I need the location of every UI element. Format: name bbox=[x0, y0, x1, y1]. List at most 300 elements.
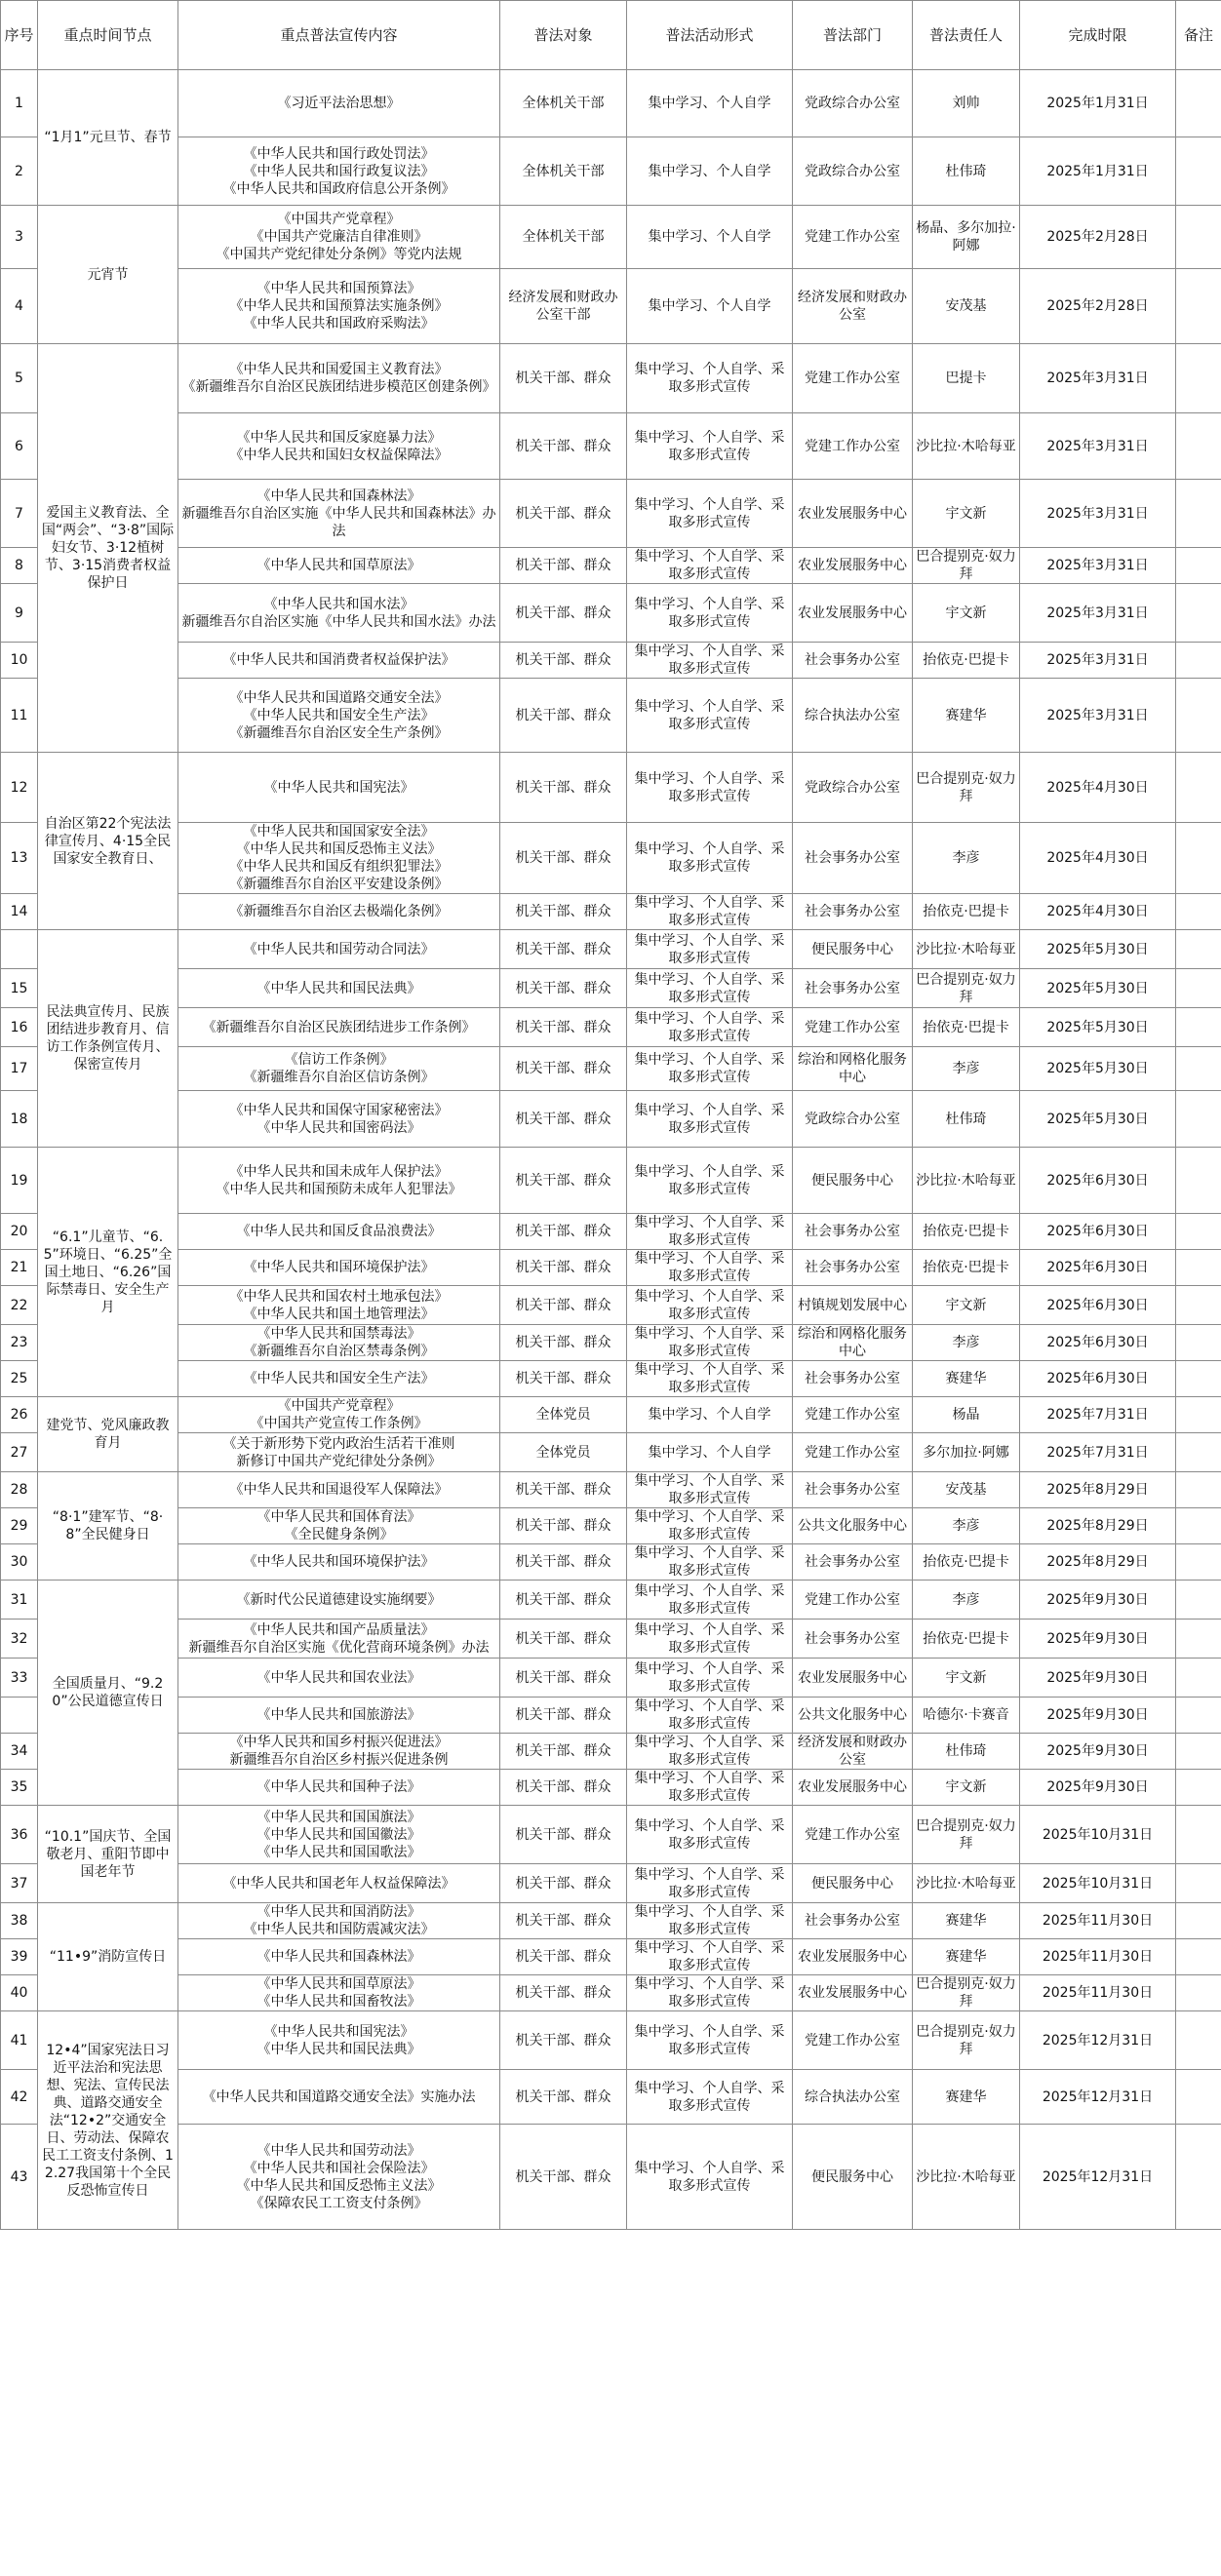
department-cell: 综合执法办公室 bbox=[793, 679, 913, 753]
person-cell: 巴合提别克·奴力拜 bbox=[913, 548, 1020, 584]
table-row bbox=[1, 753, 1221, 823]
person-cell: 巴合提别克·奴力拜 bbox=[913, 2011, 1020, 2070]
remarks-cell bbox=[1176, 1939, 1221, 1975]
row-index: 29 bbox=[1, 1508, 38, 1544]
row-index: 41 bbox=[1, 2011, 38, 2070]
person-cell: 杨晶、多尔加拉·阿娜 bbox=[913, 206, 1020, 269]
person-cell: 抬依克·巴提卡 bbox=[913, 1214, 1020, 1250]
remarks-cell bbox=[1176, 548, 1221, 584]
row-index: 1 bbox=[1, 70, 38, 137]
person-cell: 李彦 bbox=[913, 1325, 1020, 1361]
col-header-person: 普法责任人 bbox=[913, 1, 1020, 70]
person-cell: 沙比拉·木哈每亚 bbox=[913, 413, 1020, 480]
row-index: 21 bbox=[1, 1250, 38, 1286]
person-cell: 抬依克·巴提卡 bbox=[913, 894, 1020, 930]
content-cell: 《中华人民共和国消费者权益保护法》 bbox=[178, 643, 500, 679]
audience-cell: 机关干部、群众 bbox=[500, 1620, 627, 1659]
department-cell: 党建工作办公室 bbox=[793, 344, 913, 413]
deadline-cell: 2025年3月31日 bbox=[1020, 679, 1176, 753]
table-row bbox=[1, 1286, 1221, 1325]
department-cell: 社会事务办公室 bbox=[793, 823, 913, 894]
remarks-cell bbox=[1176, 1472, 1221, 1508]
person-cell: 安茂基 bbox=[913, 1472, 1020, 1508]
form-cell: 集中学习、个人自学、采取多形式宣传 bbox=[627, 2070, 793, 2125]
content-cell: 《中华人民共和国草原法》 《中华人民共和国畜牧法》 bbox=[178, 1975, 500, 2011]
form-cell: 集中学习、个人自学、采取多形式宣传 bbox=[627, 2011, 793, 2070]
table-row bbox=[1, 1397, 1221, 1433]
content-cell: 《中华人民共和国行政处罚法》 《中华人民共和国行政复议法》 《中华人民共和国政府信息公开条例》 bbox=[178, 137, 500, 206]
deadline-cell: 2025年11月30日 bbox=[1020, 1903, 1176, 1939]
audience-cell: 机关干部、群众 bbox=[500, 969, 627, 1008]
content-cell: 《中华人民共和国消防法》 《中华人民共和国防震减灾法》 bbox=[178, 1903, 500, 1939]
form-cell: 集中学习、个人自学、采取多形式宣传 bbox=[627, 1806, 793, 1864]
row-index: 37 bbox=[1, 1864, 38, 1903]
deadline-cell: 2025年9月30日 bbox=[1020, 1620, 1176, 1659]
department-cell: 综治和网格化服务中心 bbox=[793, 1325, 913, 1361]
table-row bbox=[1, 1325, 1221, 1361]
audience-cell: 机关干部、群众 bbox=[500, 1508, 627, 1544]
department-cell: 农业发展服务中心 bbox=[793, 1659, 913, 1698]
audience-cell: 机关干部、群众 bbox=[500, 1286, 627, 1325]
deadline-cell: 2025年9月30日 bbox=[1020, 1581, 1176, 1620]
content-cell: 《中华人民共和国产品质量法》 新疆维吾尔自治区实施《优化营商环境条例》办法 bbox=[178, 1620, 500, 1659]
deadline-cell: 2025年5月30日 bbox=[1020, 1047, 1176, 1091]
content-cell: 《中华人民共和国农业法》 bbox=[178, 1659, 500, 1698]
deadline-cell: 2025年1月31日 bbox=[1020, 70, 1176, 137]
table-row bbox=[1, 1734, 1221, 1770]
audience-cell: 机关干部、群众 bbox=[500, 930, 627, 969]
col-header-form: 普法活动形式 bbox=[627, 1, 793, 70]
time-node-cell: “8·1”建军节、“8·8”全民健身日 bbox=[38, 1472, 178, 1581]
table-row bbox=[1, 1975, 1221, 2011]
audience-cell: 机关干部、群众 bbox=[500, 1325, 627, 1361]
row-index: 26 bbox=[1, 1397, 38, 1433]
deadline-cell: 2025年6月30日 bbox=[1020, 1250, 1176, 1286]
table-row bbox=[1, 1939, 1221, 1975]
content-cell: 《中华人民共和国宪法》 bbox=[178, 753, 500, 823]
content-cell: 《中国共产党章程》 《中国共产党廉洁自律准则》 《中国共产党纪律处分条例》等党内法规 bbox=[178, 206, 500, 269]
remarks-cell bbox=[1176, 1581, 1221, 1620]
col-header-department: 普法部门 bbox=[793, 1, 913, 70]
department-cell: 党政综合办公室 bbox=[793, 1091, 913, 1148]
table-row bbox=[1, 2125, 1221, 2230]
person-cell: 巴合提别克·奴力拜 bbox=[913, 969, 1020, 1008]
remarks-cell bbox=[1176, 1047, 1221, 1091]
deadline-cell: 2025年12月31日 bbox=[1020, 2125, 1176, 2230]
form-cell: 集中学习、个人自学、采取多形式宣传 bbox=[627, 1659, 793, 1698]
remarks-cell bbox=[1176, 1008, 1221, 1047]
remarks-cell bbox=[1176, 413, 1221, 480]
department-cell: 农业发展服务中心 bbox=[793, 1939, 913, 1975]
person-cell: 赛建华 bbox=[913, 679, 1020, 753]
deadline-cell: 2025年2月28日 bbox=[1020, 269, 1176, 344]
table-row bbox=[1, 1214, 1221, 1250]
deadline-cell: 2025年1月31日 bbox=[1020, 137, 1176, 206]
remarks-cell bbox=[1176, 1544, 1221, 1581]
audience-cell: 机关干部、群众 bbox=[500, 1659, 627, 1698]
remarks-cell bbox=[1176, 1214, 1221, 1250]
row-index: 27 bbox=[1, 1433, 38, 1472]
time-node-cell: 12•4”国家宪法日习近平法治和宪法思想、宪法、宣传民法典、道路交通安全法“12•2”交通安全日、劳动法、保障农民工工资支付条例、12.27我国第十个全民反恐怖宣传日 bbox=[38, 2011, 178, 2230]
form-cell: 集中学习、个人自学、采取多形式宣传 bbox=[627, 1734, 793, 1770]
audience-cell: 机关干部、群众 bbox=[500, 1939, 627, 1975]
person-cell: 杜伟琦 bbox=[913, 1091, 1020, 1148]
audience-cell: 全体机关干部 bbox=[500, 70, 627, 137]
deadline-cell: 2025年7月31日 bbox=[1020, 1397, 1176, 1433]
content-cell: 《中华人民共和国爱国主义教育法》 《新疆维吾尔自治区民族团结进步模范区创建条例》 bbox=[178, 344, 500, 413]
form-cell: 集中学习、个人自学 bbox=[627, 70, 793, 137]
person-cell: 宇文新 bbox=[913, 584, 1020, 643]
audience-cell: 机关干部、群众 bbox=[500, 1008, 627, 1047]
deadline-cell: 2025年11月30日 bbox=[1020, 1939, 1176, 1975]
time-node-cell: 元宵节 bbox=[38, 206, 178, 344]
table-row bbox=[1, 70, 1221, 137]
table-row bbox=[1, 823, 1221, 894]
row-index: 25 bbox=[1, 1361, 38, 1397]
deadline-cell: 2025年6月30日 bbox=[1020, 1148, 1176, 1214]
content-cell: 《中华人民共和国安全生产法》 bbox=[178, 1361, 500, 1397]
content-cell: 《中华人民共和国宪法》 《中华人民共和国民法典》 bbox=[178, 2011, 500, 2070]
content-cell: 《中华人民共和国草原法》 bbox=[178, 548, 500, 584]
deadline-cell: 2025年6月30日 bbox=[1020, 1325, 1176, 1361]
table-row bbox=[1, 1091, 1221, 1148]
form-cell: 集中学习、个人自学、采取多形式宣传 bbox=[627, 1047, 793, 1091]
person-cell: 宇文新 bbox=[913, 1286, 1020, 1325]
content-cell: 《中华人民共和国农村土地承包法》 《中华人民共和国土地管理法》 bbox=[178, 1286, 500, 1325]
remarks-cell bbox=[1176, 480, 1221, 548]
person-cell: 赛建华 bbox=[913, 1361, 1020, 1397]
row-index: 38 bbox=[1, 1903, 38, 1939]
person-cell: 沙比拉·木哈每亚 bbox=[913, 930, 1020, 969]
department-cell: 党政综合办公室 bbox=[793, 753, 913, 823]
department-cell: 党政综合办公室 bbox=[793, 137, 913, 206]
deadline-cell: 2025年9月30日 bbox=[1020, 1734, 1176, 1770]
deadline-cell: 2025年3月31日 bbox=[1020, 584, 1176, 643]
form-cell: 集中学习、个人自学、采取多形式宣传 bbox=[627, 1508, 793, 1544]
time-node-cell: 自治区第22个宪法法律宣传月、4·15全民国家安全教育日、 bbox=[38, 753, 178, 930]
audience-cell: 机关干部、群众 bbox=[500, 1544, 627, 1581]
table-row bbox=[1, 969, 1221, 1008]
time-node-cell: 民法典宣传月、民族团结进步教育月、信访工作条例宣传月、保密宣传月 bbox=[38, 930, 178, 1148]
person-cell: 巴合提别克·奴力拜 bbox=[913, 753, 1020, 823]
content-cell: 《中华人民共和国环境保护法》 bbox=[178, 1250, 500, 1286]
deadline-cell: 2025年2月28日 bbox=[1020, 206, 1176, 269]
remarks-cell bbox=[1176, 969, 1221, 1008]
audience-cell: 机关干部、群众 bbox=[500, 1806, 627, 1864]
row-index: 13 bbox=[1, 823, 38, 894]
audience-cell: 机关干部、群众 bbox=[500, 1214, 627, 1250]
form-cell: 集中学习、个人自学、采取多形式宣传 bbox=[627, 1091, 793, 1148]
table-row bbox=[1, 1620, 1221, 1659]
form-cell: 集中学习、个人自学、采取多形式宣传 bbox=[627, 1698, 793, 1734]
person-cell: 巴合提别克·奴力拜 bbox=[913, 1806, 1020, 1864]
deadline-cell: 2025年8月29日 bbox=[1020, 1544, 1176, 1581]
person-cell: 李彦 bbox=[913, 1581, 1020, 1620]
person-cell: 刘帅 bbox=[913, 70, 1020, 137]
deadline-cell: 2025年11月30日 bbox=[1020, 1975, 1176, 2011]
col-header-audience: 普法对象 bbox=[500, 1, 627, 70]
table-row bbox=[1, 548, 1221, 584]
audience-cell: 机关干部、群众 bbox=[500, 1864, 627, 1903]
person-cell: 李彦 bbox=[913, 823, 1020, 894]
department-cell: 社会事务办公室 bbox=[793, 1903, 913, 1939]
deadline-cell: 2025年6月30日 bbox=[1020, 1214, 1176, 1250]
audience-cell: 机关干部、群众 bbox=[500, 344, 627, 413]
audience-cell: 机关干部、群众 bbox=[500, 1472, 627, 1508]
department-cell: 村镇规划发展中心 bbox=[793, 1286, 913, 1325]
deadline-cell: 2025年3月31日 bbox=[1020, 643, 1176, 679]
remarks-cell bbox=[1176, 70, 1221, 137]
person-cell: 杜伟琦 bbox=[913, 1734, 1020, 1770]
content-cell: 《中华人民共和国道路交通安全法》 《中华人民共和国安全生产法》 《新疆维吾尔自治区安全生产条例》 bbox=[178, 679, 500, 753]
remarks-cell bbox=[1176, 1508, 1221, 1544]
person-cell: 抬依克·巴提卡 bbox=[913, 643, 1020, 679]
remarks-cell bbox=[1176, 2011, 1221, 2070]
table-row bbox=[1, 1148, 1221, 1214]
row-index: 28 bbox=[1, 1472, 38, 1508]
col-header-deadline: 完成时限 bbox=[1020, 1, 1176, 70]
audience-cell: 全体机关干部 bbox=[500, 206, 627, 269]
remarks-cell bbox=[1176, 1397, 1221, 1433]
remarks-cell bbox=[1176, 1361, 1221, 1397]
audience-cell: 机关干部、群众 bbox=[500, 1734, 627, 1770]
content-cell: 《中华人民共和国劳动法》 《中华人民共和国社会保险法》 《中华人民共和国反恐怖主义法》 《保障农民工工资支付条例》 bbox=[178, 2125, 500, 2230]
remarks-cell bbox=[1176, 344, 1221, 413]
content-cell: 《中华人民共和国体育法》 《全民健身条例》 bbox=[178, 1508, 500, 1544]
deadline-cell: 2025年3月31日 bbox=[1020, 548, 1176, 584]
deadline-cell: 2025年5月30日 bbox=[1020, 1091, 1176, 1148]
remarks-cell bbox=[1176, 584, 1221, 643]
remarks-cell bbox=[1176, 1325, 1221, 1361]
form-cell: 集中学习、个人自学、采取多形式宣传 bbox=[627, 753, 793, 823]
content-cell: 《习近平法治思想》 bbox=[178, 70, 500, 137]
person-cell: 沙比拉·木哈每亚 bbox=[913, 1864, 1020, 1903]
department-cell: 社会事务办公室 bbox=[793, 1544, 913, 1581]
form-cell: 集中学习、个人自学 bbox=[627, 1397, 793, 1433]
person-cell: 李彦 bbox=[913, 1508, 1020, 1544]
audience-cell: 机关干部、群众 bbox=[500, 548, 627, 584]
department-cell: 综治和网格化服务中心 bbox=[793, 1047, 913, 1091]
table-row bbox=[1, 930, 1221, 969]
person-cell: 杨晶 bbox=[913, 1397, 1020, 1433]
person-cell: 杜伟琦 bbox=[913, 137, 1020, 206]
remarks-cell bbox=[1176, 1903, 1221, 1939]
content-cell: 《新疆维吾尔自治区民族团结进步工作条例》 bbox=[178, 1008, 500, 1047]
deadline-cell: 2025年8月29日 bbox=[1020, 1472, 1176, 1508]
form-cell: 集中学习、个人自学、采取多形式宣传 bbox=[627, 2125, 793, 2230]
table-row bbox=[1, 137, 1221, 206]
row-index: 32 bbox=[1, 1620, 38, 1659]
person-cell: 赛建华 bbox=[913, 1939, 1020, 1975]
remarks-cell bbox=[1176, 1620, 1221, 1659]
department-cell: 党建工作办公室 bbox=[793, 2011, 913, 2070]
content-cell: 《中华人民共和国民法典》 bbox=[178, 969, 500, 1008]
row-index: 16 bbox=[1, 1008, 38, 1047]
table-row bbox=[1, 1864, 1221, 1903]
form-cell: 集中学习、个人自学、采取多形式宣传 bbox=[627, 930, 793, 969]
row-index bbox=[1, 1698, 38, 1734]
remarks-cell bbox=[1176, 1975, 1221, 2011]
table-row bbox=[1, 584, 1221, 643]
person-cell: 多尔加拉·阿娜 bbox=[913, 1433, 1020, 1472]
content-cell: 《信访工作条例》 《新疆维吾尔自治区信访条例》 bbox=[178, 1047, 500, 1091]
content-cell: 《新时代公民道德建设实施纲要》 bbox=[178, 1581, 500, 1620]
form-cell: 集中学习、个人自学、采取多形式宣传 bbox=[627, 1286, 793, 1325]
deadline-cell: 2025年9月30日 bbox=[1020, 1698, 1176, 1734]
remarks-cell bbox=[1176, 1148, 1221, 1214]
row-index: 39 bbox=[1, 1939, 38, 1975]
time-node-cell: 全国质量月、“9.20”公民道德宣传日 bbox=[38, 1581, 178, 1806]
department-cell: 公共文化服务中心 bbox=[793, 1508, 913, 1544]
content-cell: 《中华人民共和国退役军人保障法》 bbox=[178, 1472, 500, 1508]
form-cell: 集中学习、个人自学、采取多形式宣传 bbox=[627, 1325, 793, 1361]
remarks-cell bbox=[1176, 1806, 1221, 1864]
table-row bbox=[1, 1250, 1221, 1286]
audience-cell: 机关干部、群众 bbox=[500, 1361, 627, 1397]
audience-cell: 机关干部、群众 bbox=[500, 679, 627, 753]
time-node-cell: “11•9”消防宣传日 bbox=[38, 1903, 178, 2011]
form-cell: 集中学习、个人自学、采取多形式宣传 bbox=[627, 1544, 793, 1581]
remarks-cell bbox=[1176, 1250, 1221, 1286]
form-cell: 集中学习、个人自学、采取多形式宣传 bbox=[627, 1250, 793, 1286]
department-cell: 经济发展和财政办公室 bbox=[793, 269, 913, 344]
content-cell: 《中华人民共和国保守国家秘密法》 《中华人民共和国密码法》 bbox=[178, 1091, 500, 1148]
audience-cell: 全体党员 bbox=[500, 1433, 627, 1472]
remarks-cell bbox=[1176, 2070, 1221, 2125]
department-cell: 党建工作办公室 bbox=[793, 1581, 913, 1620]
audience-cell: 机关干部、群众 bbox=[500, 1770, 627, 1806]
col-header-index: 序号 bbox=[1, 1, 38, 70]
content-cell: 《中华人民共和国森林法》 bbox=[178, 1939, 500, 1975]
table-row bbox=[1, 1361, 1221, 1397]
table-row bbox=[1, 413, 1221, 480]
form-cell: 集中学习、个人自学 bbox=[627, 137, 793, 206]
row-index: 15 bbox=[1, 969, 38, 1008]
content-cell: 《中华人民共和国反家庭暴力法》 《中华人民共和国妇女权益保障法》 bbox=[178, 413, 500, 480]
person-cell: 宇文新 bbox=[913, 480, 1020, 548]
table-row bbox=[1, 1770, 1221, 1806]
deadline-cell: 2025年12月31日 bbox=[1020, 2070, 1176, 2125]
header-row bbox=[1, 1, 1221, 70]
department-cell: 社会事务办公室 bbox=[793, 1472, 913, 1508]
content-cell: 《中华人民共和国旅游法》 bbox=[178, 1698, 500, 1734]
department-cell: 经济发展和财政办公室 bbox=[793, 1734, 913, 1770]
content-cell: 《中华人民共和国未成年人保护法》 《中华人民共和国预防未成年人犯罪法》 bbox=[178, 1148, 500, 1214]
form-cell: 集中学习、个人自学、采取多形式宣传 bbox=[627, 823, 793, 894]
col-header-time-node: 重点时间节点 bbox=[38, 1, 178, 70]
deadline-cell: 2025年10月31日 bbox=[1020, 1806, 1176, 1864]
person-cell: 抬依克·巴提卡 bbox=[913, 1544, 1020, 1581]
remarks-cell bbox=[1176, 269, 1221, 344]
form-cell: 集中学习、个人自学、采取多形式宣传 bbox=[627, 584, 793, 643]
department-cell: 农业发展服务中心 bbox=[793, 480, 913, 548]
audience-cell: 机关干部、群众 bbox=[500, 2125, 627, 2230]
deadline-cell: 2025年5月30日 bbox=[1020, 1008, 1176, 1047]
deadline-cell: 2025年9月30日 bbox=[1020, 1659, 1176, 1698]
table-row bbox=[1, 344, 1221, 413]
content-cell: 《中华人民共和国乡村振兴促进法》 新疆维吾尔自治区乡村振兴促进条例 bbox=[178, 1734, 500, 1770]
content-cell: 《中华人民共和国道路交通安全法》实施办法 bbox=[178, 2070, 500, 2125]
remarks-cell bbox=[1176, 753, 1221, 823]
content-cell: 《中华人民共和国森林法》 新疆维吾尔自治区实施《中华人民共和国森林法》办法 bbox=[178, 480, 500, 548]
person-cell: 沙比拉·木哈每亚 bbox=[913, 2125, 1020, 2230]
table-row bbox=[1, 1508, 1221, 1544]
department-cell: 便民服务中心 bbox=[793, 1864, 913, 1903]
row-index: 42 bbox=[1, 2070, 38, 2125]
row-index: 11 bbox=[1, 679, 38, 753]
person-cell: 宇文新 bbox=[913, 1659, 1020, 1698]
person-cell: 沙比拉·木哈每亚 bbox=[913, 1148, 1020, 1214]
row-index: 14 bbox=[1, 894, 38, 930]
department-cell: 便民服务中心 bbox=[793, 930, 913, 969]
remarks-cell bbox=[1176, 1864, 1221, 1903]
department-cell: 社会事务办公室 bbox=[793, 643, 913, 679]
deadline-cell: 2025年8月29日 bbox=[1020, 1508, 1176, 1544]
row-index: 31 bbox=[1, 1581, 38, 1620]
form-cell: 集中学习、个人自学 bbox=[627, 1433, 793, 1472]
table-row bbox=[1, 1008, 1221, 1047]
form-cell: 集中学习、个人自学、采取多形式宣传 bbox=[627, 1472, 793, 1508]
row-index: 20 bbox=[1, 1214, 38, 1250]
department-cell: 综合执法办公室 bbox=[793, 2070, 913, 2125]
deadline-cell: 2025年3月31日 bbox=[1020, 344, 1176, 413]
row-index: 3 bbox=[1, 206, 38, 269]
time-node-cell: “1月1”元旦节、春节 bbox=[38, 70, 178, 206]
department-cell: 党建工作办公室 bbox=[793, 1433, 913, 1472]
department-cell: 便民服务中心 bbox=[793, 2125, 913, 2230]
form-cell: 集中学习、个人自学、采取多形式宣传 bbox=[627, 679, 793, 753]
department-cell: 党政综合办公室 bbox=[793, 70, 913, 137]
table-row bbox=[1, 679, 1221, 753]
row-index: 22 bbox=[1, 1286, 38, 1325]
col-header-remarks: 备注 bbox=[1176, 1, 1221, 70]
department-cell: 公共文化服务中心 bbox=[793, 1698, 913, 1734]
person-cell: 巴提卡 bbox=[913, 344, 1020, 413]
department-cell: 党建工作办公室 bbox=[793, 1806, 913, 1864]
content-cell: 《中华人民共和国国旗法》 《中华人民共和国国徽法》 《中华人民共和国国歌法》 bbox=[178, 1806, 500, 1864]
form-cell: 集中学习、个人自学、采取多形式宣传 bbox=[627, 1620, 793, 1659]
form-cell: 集中学习、个人自学、采取多形式宣传 bbox=[627, 1939, 793, 1975]
department-cell: 农业发展服务中心 bbox=[793, 1770, 913, 1806]
row-index: 17 bbox=[1, 1047, 38, 1091]
table-row bbox=[1, 643, 1221, 679]
audience-cell: 机关干部、群众 bbox=[500, 1250, 627, 1286]
form-cell: 集中学习、个人自学、采取多形式宣传 bbox=[627, 894, 793, 930]
time-node-cell: 爱国主义教育法、全国“两会”、“3·8”国际妇女节、3·12植树节、3·15消费者权益保护日 bbox=[38, 344, 178, 753]
col-header-content: 重点普法宣传内容 bbox=[178, 1, 500, 70]
form-cell: 集中学习、个人自学、采取多形式宣传 bbox=[627, 413, 793, 480]
remarks-cell bbox=[1176, 823, 1221, 894]
audience-cell: 机关干部、群众 bbox=[500, 480, 627, 548]
audience-cell: 机关干部、群众 bbox=[500, 823, 627, 894]
table-row bbox=[1, 1903, 1221, 1939]
table-row bbox=[1, 2011, 1221, 2070]
content-cell: 《中华人民共和国劳动合同法》 bbox=[178, 930, 500, 969]
row-index: 2 bbox=[1, 137, 38, 206]
department-cell: 社会事务办公室 bbox=[793, 1214, 913, 1250]
audience-cell: 全体机关干部 bbox=[500, 137, 627, 206]
row-index: 8 bbox=[1, 548, 38, 584]
deadline-cell: 2025年4月30日 bbox=[1020, 753, 1176, 823]
deadline-cell: 2025年5月30日 bbox=[1020, 930, 1176, 969]
row-index: 23 bbox=[1, 1325, 38, 1361]
department-cell: 农业发展服务中心 bbox=[793, 548, 913, 584]
form-cell: 集中学习、个人自学、采取多形式宣传 bbox=[627, 643, 793, 679]
row-index: 18 bbox=[1, 1091, 38, 1148]
form-cell: 集中学习、个人自学、采取多形式宣传 bbox=[627, 1903, 793, 1939]
time-node-cell: 建党节、党风廉政教育月 bbox=[38, 1397, 178, 1472]
row-index bbox=[1, 930, 38, 969]
